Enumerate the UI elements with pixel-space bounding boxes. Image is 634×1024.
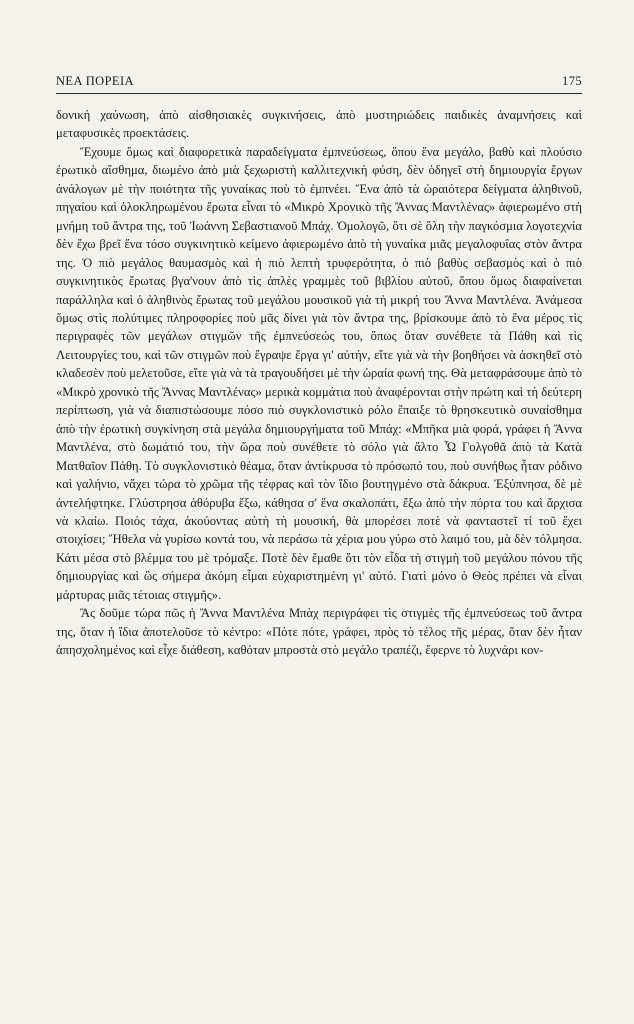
body-text <box>56 106 582 660</box>
paragraph-continued: δονική χαύνωση, ἀπὸ αἰσθησιακὲς συγκινήσεις, ἀπὸ μυστηριώδεις παιδικὲς ἀναμνήσεις καὶ μεταφυσικὲς προεκτάσεις. <box>56 108 582 141</box>
paragraph: Ἔχουμε ὅμως καὶ διαφορετικὰ παραδείγματα ἐμπνεύσεως, ὅπου ἕνα μεγάλο, βαθὺ καὶ πλούσιο ἐρωτικὸ αἴσθημα, διωμένο ἀπὸ μιὰ ξεχωριστὴ καλλιτεχνικὴ φύση, δὲν ὁδηγεῖ στὴ δημιουργία ἔργων ἀνάλογων μὲ τὴν ποιότητα τῆς γυναίκας ποὺ τὸ ἐμπνέει. Ἕνα ἀπὸ τὰ ὡραιότερα δείγματα ἀληθινοῦ, πηγαίου καὶ ὁλοκληρωμένου ἔρωτα εἶναι τὸ «Μικρὸ Χρονικὸ τῆς Ἄννας Μαντλένας» ἀφιερωμένο στὴ μνήμη τοῦ ἄντρα της, τοῦ Ἰωάννη Σεβαστιανοῦ Μπάχ. Ὁμολογῶ, ὅτι σὲ ὅλη τὴν παγκόσμια λογοτεχνία δὲν ἔχω βρεῖ ἕνα τόσο συγκινητικὸ κείμενο ἀφιερωμένο ἀπὸ τὴ γυναίκα μιᾶς μεγαλοφυΐας στὸν ἄντρα της. Ὁ πιὸ μεγάλος θαυμασμὸς καὶ ἡ πιὸ λεπτὴ τρυφερότητα, ὁ πιὸ βαθὺς σεβασμὸς καὶ ὁ πιὸ συγκινητικὸς ἔρωτας βγα'νουν ἀπὸ τὶς ἁπλὲς γραμμὲς τοῦ βιβλίου αὐτοῦ, ὅπου ὅμως διαφαίνεται παράλληλα καὶ ὁ ἀληθινὸς ἔρωτας τοῦ μεγάλου μουσικοῦ γιὰ τὴ μικρή του Ἄννα Μαντλένα. Ἀνάμεσα ὅμως στὶς πολύτιμες πληροφορίες ποὺ μᾶς δίνει γιὰ τὸν ἄντρα της, βρίσκουμε ἀπὸ τὸ ἕνα μέρος τὶς περιγραφὲς τῶν μεγάλων στιγμῶν τῆς ἐμπνεύσεώς του, ὅπως ὅταν συνέθετε τὰ Πάθη καὶ τὶς Λειτουργίες του, καὶ τῶν στιγμῶν ποὺ ἔγραψε ἔργα γι' αὐτήν, εἴτε γιὰ νὰ τὴν βοηθήσει νὰ ἀσκηθεῖ στὸ κλαδεσὲν ποὺ μελετοῦσε, εἴτε γιὰ νὰ τὰ τραγουδήσει μὲ τὴν ὡραία φωνή της. Θὰ μεταφράσουμε ἀπὸ τὸ «Μικρὸ χρονικὸ τῆς Ἄννας Μαντλένας» μερικὰ κομμάτια ποὺ ἀναφέρονται στὴν πρώτη καὶ τὴ δεύτερη περίπτωση, γιὰ νὰ διαπιστώσουμε πόσο πιὸ συγκλονιστικὸ ρόλο ἔπαιξε τὸ θρησκευτικὸ συναίσθημα ἀπὸ τὴν ἐρωτικὴ συγκίνηση στὰ μεγάλα δημιουργήματα τοῦ Μπάχ: «Μπῆκα μιὰ φορά, γράφει ἡ Ἄννα Μαντλένα, στὸ δωμάτιό του, τὴν ὥρα ποὺ συνέθετε τὸ σόλο γιὰ ἄλτο Ὦ Γολγοθᾶ ἀπὸ τὰ Κατὰ Ματθαῖον Πάθη. Τὸ συγκλονιστικὸ θέαμα, ὅταν ἀντίκρυσα τὸ πρόσωπό του, ποὺ συνήθως ἦταν ρόδινο καὶ γαλήνιο, νἄχει τώρα τὸ χρῶμα τῆς τέφρας καὶ τὸν ἴδιο βουτηγμένο στὰ δάκρυα. Ἐξύπνησα, δὲ μὲ ἀντελήφτηκε. Γλύστρησα ἀθόρυβα ἔξω, κάθησα σ' ἕνα σκαλοπάτι, ἔξω ἀπὸ τὴν πόρτα του καὶ ἄρχισα νὰ κλαίω. Ποιός τάχα, ἀκούοντας αὐτὴ τὴ μουσική, θὰ μπορέσει ποτὲ νὰ φανταστεῖ τί τοῦ ἔχει στοιχίσει; Ἤθελα νὰ γυρίσω κοντά του, νὰ περάσω τὰ χέρια μου γύρω στὸ λαιμό του, μὰ δὲν τόλμησα. Κάτι μέσα στὸ βλέμμα του μὲ τρόμαξε. Ποτὲ δὲν ἔμαθε ὅτι τὸν εἶδα τὴ στιγμὴ τοῦ μεγάλου πόνου τῆς δημιουργίας καὶ ὣς σήμερα ἀκόμη εἶμαι εὐχαριστημένη γι' αὐτό. Γιατὶ μόνο ὁ Θεὸς πρέπει νὰ εἶναι μάρτυρας μιᾶς τέτοιας στιγμῆς». <box>56 144 582 602</box>
running-head <box>56 74 582 94</box>
journal-title: ΝΕΑ ΠΟΡΕΙΑ <box>56 74 134 88</box>
paragraph: Ἂς δοῦμε τώρα πῶς ἡ Ἄννα Μαντλένα Μπὰχ περιγράφει τὶς στιγμὲς τῆς ἐμπνεύσεως τοῦ ἄντρα της, ὅταν ἡ ἴδια ἀποτελοῦσε τὸ κέντρο: «Πότε πότε, γράφει, πρὸς τὸ τέλος τῆς μέρας, ὅταν δὲν ἦταν ἀπησχολημένος καὶ εἶχε διάθεση, καθόταν μπροστὰ στὸ μεγάλο τραπέζι, ἔφερνε τὸ λυχνάρι κον- <box>56 606 582 658</box>
page-number: 175 <box>562 74 582 88</box>
document-page <box>56 74 582 660</box>
